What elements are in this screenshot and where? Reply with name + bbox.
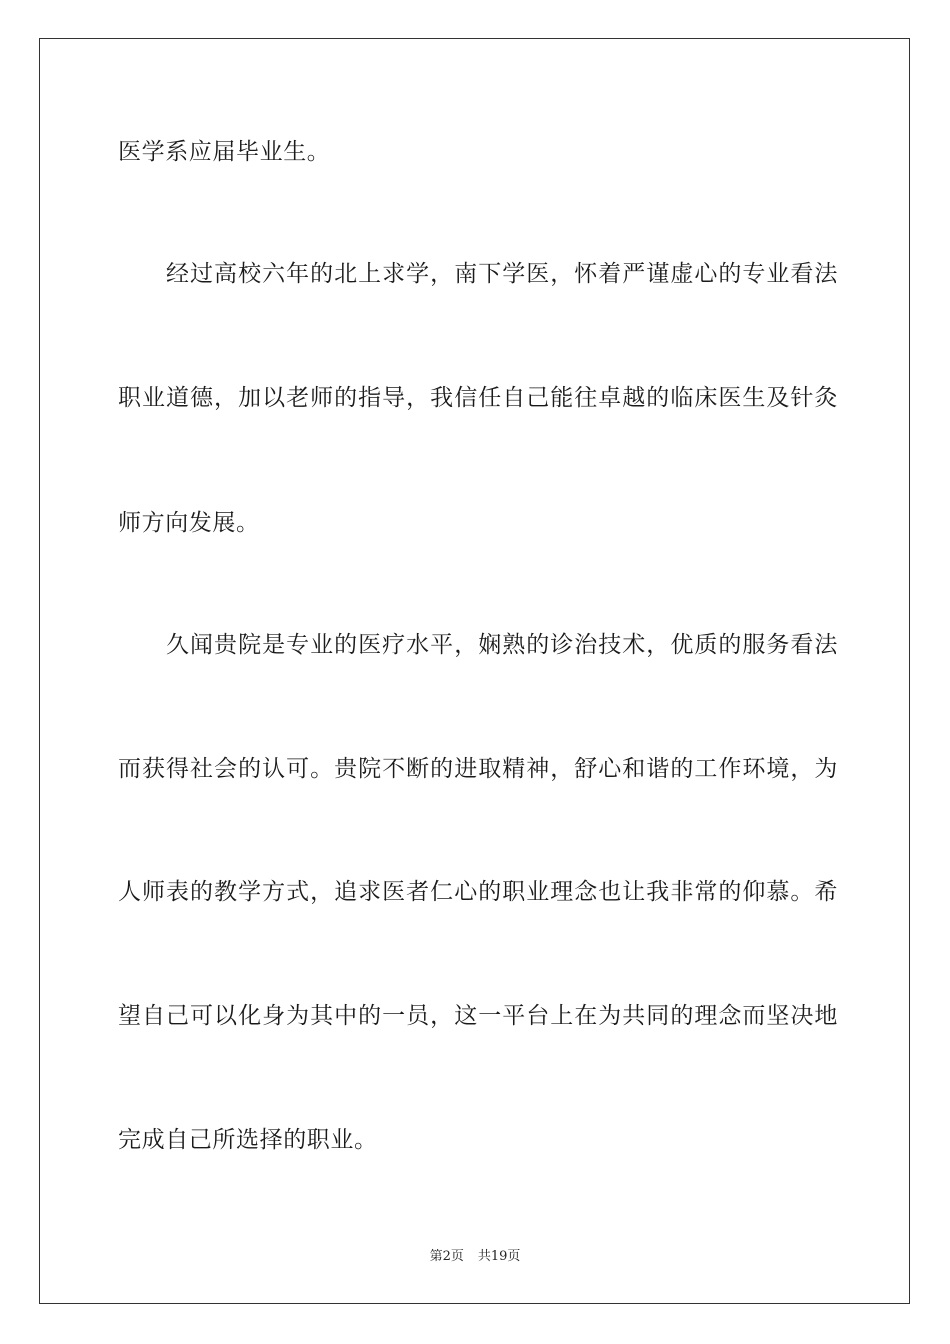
paragraph-line: 久闻贵院是专业的医疗水平，娴熟的诊治技术，优质的服务看法	[118, 632, 838, 658]
page-frame	[39, 38, 910, 1304]
paragraph-line: 而获得社会的认可。贵院不断的进取精神，舒心和谐的工作环境，为	[118, 756, 838, 782]
paragraph-line: 经过高校六年的北上求学，南下学医，怀着严谨虚心的专业看法	[118, 261, 838, 287]
page-number: 第2页	[429, 1249, 464, 1264]
page-total: 共19页	[477, 1249, 521, 1264]
paragraph-line: 职业道德，加以老师的指导，我信任自己能往卓越的临床医生及针灸	[118, 385, 838, 411]
paragraph-line: 师方向发展。	[118, 510, 260, 536]
paragraph-line: 人师表的教学方式，追求医者仁心的职业理念也让我非常的仰慕。希	[118, 879, 838, 905]
paragraph-line: 完成自己所选择的职业。	[118, 1127, 378, 1153]
page-footer	[0, 1248, 950, 1266]
paragraph-line: 医学系应届毕业生。	[118, 139, 331, 165]
paragraph-line: 望自己可以化身为其中的一员，这一平台上在为共同的理念而坚决地	[118, 1003, 838, 1029]
